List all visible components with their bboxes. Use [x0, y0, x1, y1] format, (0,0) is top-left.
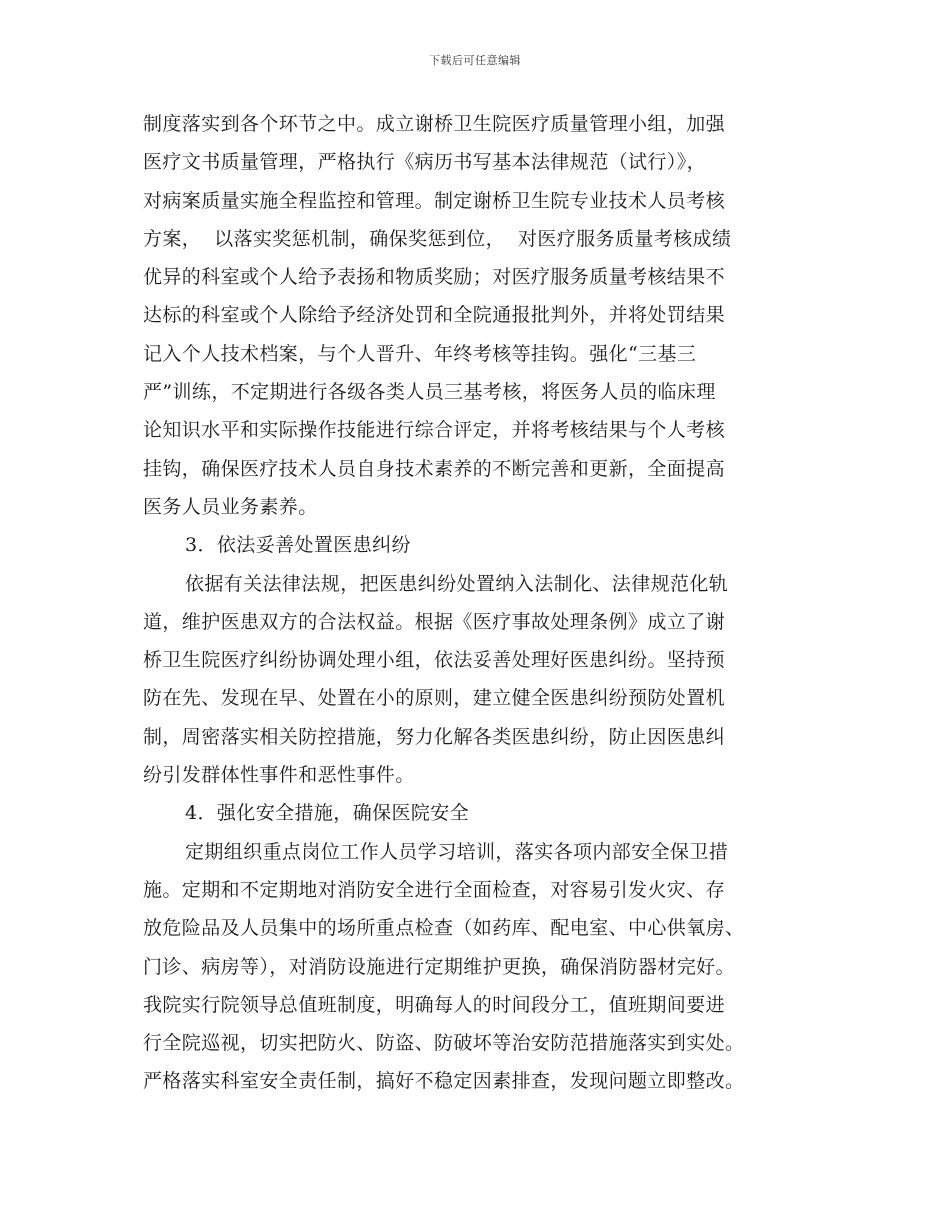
- text-line: 行全院巡视，切实把防火、防盗、防破坏等治安防范措施落实到实处。: [143, 1032, 745, 1055]
- text-line: 对病案质量实施全程监控和管理。制定谢桥卫生院专业技术人员考核: [143, 189, 726, 212]
- text-line: 门诊、病房等），对消防设施进行定期维护更换，确保消防器材完好。: [143, 955, 735, 978]
- text-line: 依据有关法律法规，把医患纠纷处置纳入法制化、法律规范化轨: [185, 572, 729, 595]
- text-line: 医疗文书质量管理，严格执行《病历书写基本法律规范（试行）》，: [143, 151, 707, 174]
- text-line: 道，维护医患双方的合法权益。根据《医疗事故处理条例》成立了谢: [143, 610, 726, 633]
- text-line: 防在先、发现在早、处置在小的原则，建立健全医患纠纷预防处置机: [143, 687, 726, 710]
- text-line: 纷引发群体性事件和恶性事件。: [143, 764, 415, 787]
- text-line: 论知识水平和实际操作技能进行综合评定，并将考核结果与个人考核: [143, 419, 726, 442]
- text-line: 3．依法妥善处置医患纠纷: [185, 534, 411, 557]
- page-header: 下载后可任意编辑: [429, 54, 521, 67]
- text-line: 达标的科室或个人除给予经济处罚和全院通报批判外，并将处罚结果: [143, 304, 726, 327]
- text-line: 记入个人技术档案，与个人晋升、年终考核等挂钩。强化“三基三: [143, 342, 697, 365]
- text-line: 施。定期和不定期地对消防安全进行全面检查，对容易引发火灾、存: [143, 878, 726, 901]
- text-line: 制，周密落实相关防控措施，努力化解各类医患纠纷，防止因医患纠: [143, 725, 726, 748]
- text-line: 严格落实科室安全责任制，搞好不稳定因素排查，发现问题立即整改。: [143, 1070, 745, 1093]
- text-line: 医务人员业务素养。: [143, 495, 318, 518]
- text-line: 4．强化安全措施，确保医院安全: [185, 802, 470, 825]
- text-line: 我院实行院领导总值班制度，明确每人的时间段分工，值班期间要进: [143, 993, 726, 1016]
- text-line: 定期组织重点岗位工作人员学习培训，落实各项内部安全保卫措: [185, 840, 729, 863]
- text-line: 制度落实到各个环节之中。成立谢桥卫生院医疗质量管理小组，加强: [143, 113, 726, 135]
- document-body: [143, 105, 803, 1101]
- text-line: 优异的科室或个人给予表扬和物质奖励；对医疗服务质量考核结果不: [143, 266, 726, 289]
- text-line: 严”训练，不定期进行各级各类人员三基考核，将医务人员的临床理: [143, 381, 716, 404]
- text-line: 挂钩，确保医疗技术人员自身技术素养的不断完善和更新，全面提高: [143, 457, 726, 480]
- text-line: 桥卫生院医疗纠纷协调处理小组，依法妥善处理好医患纠纷。坚持预: [143, 649, 726, 672]
- text-line: 放危险品及人员集中的场所重点检查（如药库、配电室、中心供氧房、: [143, 917, 745, 940]
- text-line: 方案， 以落实奖惩机制，确保奖惩到位， 对医疗服务质量考核成绩: [143, 227, 732, 250]
